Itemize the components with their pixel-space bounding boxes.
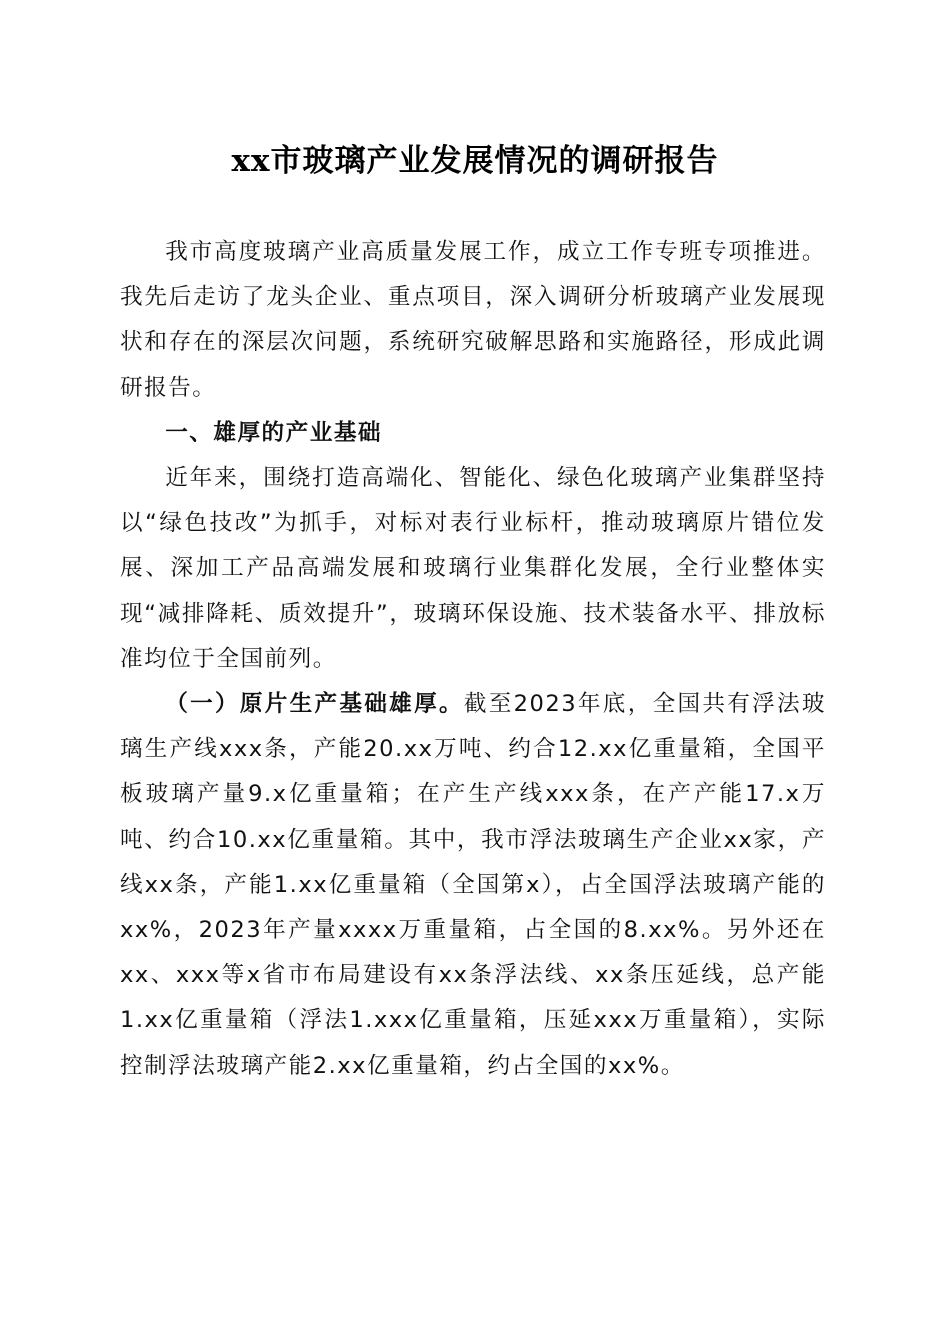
section-1-paragraph-block xyxy=(120,456,826,682)
section-1-paragraph: 近年来，围绕打造高端化、智能化、绿色化玻璃产业集群坚持以“绿色技改”为抓手，对标对表行业标杆，推动玻璃原片错位发展、深加工产品高端发展和玻璃行业集群化发展，全行业整体实现“减排降耗、质效提升”，玻璃环保设施、技术装备水平、排放标准均位于全国前列。 xyxy=(120,465,826,672)
subsection-1-block xyxy=(120,682,826,1089)
subsection-1-paragraph xyxy=(120,682,826,1089)
section-1-heading-block xyxy=(120,411,826,456)
section-1-heading: 一、雄厚的产业基础 xyxy=(165,420,383,446)
subsection-1-heading: （一）原片生产基础雄厚。 xyxy=(165,691,464,717)
subsection-1-text: 截至2023年底，全国共有浮法玻璃生产线xxx条，产能20.xx万吨、约合12.xx亿重量箱，全国平板玻璃产量9.x亿重量箱；在产生产线xxx条，在产产能17.x万吨、约合10.xx亿重量箱。其中，我市浮法玻璃生产企业xx家，产线xx条，产能1.xx亿重量箱（全国第x），占全国浮法玻璃产能的xx%，2023年产量xxxx万重量箱，占全国的8.xx%。另外还在xx、xxx等x省市布局建设有xx条浮法线、xx条压延线，总产能1.xx亿重量箱（浮法1.xxx亿重量箱，压延xxx万重量箱），实际控制浮法玻璃产能2.xx亿重量箱，约占全国的xx%。 xyxy=(120,691,826,1079)
intro-paragraph: 我市高度玻璃产业高质量发展工作，成立工作专班专项推进。我先后走访了龙头企业、重点项目，深入调研分析玻璃产业发展现状和存在的深层次问题，系统研究破解思路和实施路径，形成此调研报告。 xyxy=(120,239,826,401)
document-title: xx市玻璃产业发展情况的调研报告 xyxy=(231,143,719,179)
intro-block xyxy=(120,230,826,411)
